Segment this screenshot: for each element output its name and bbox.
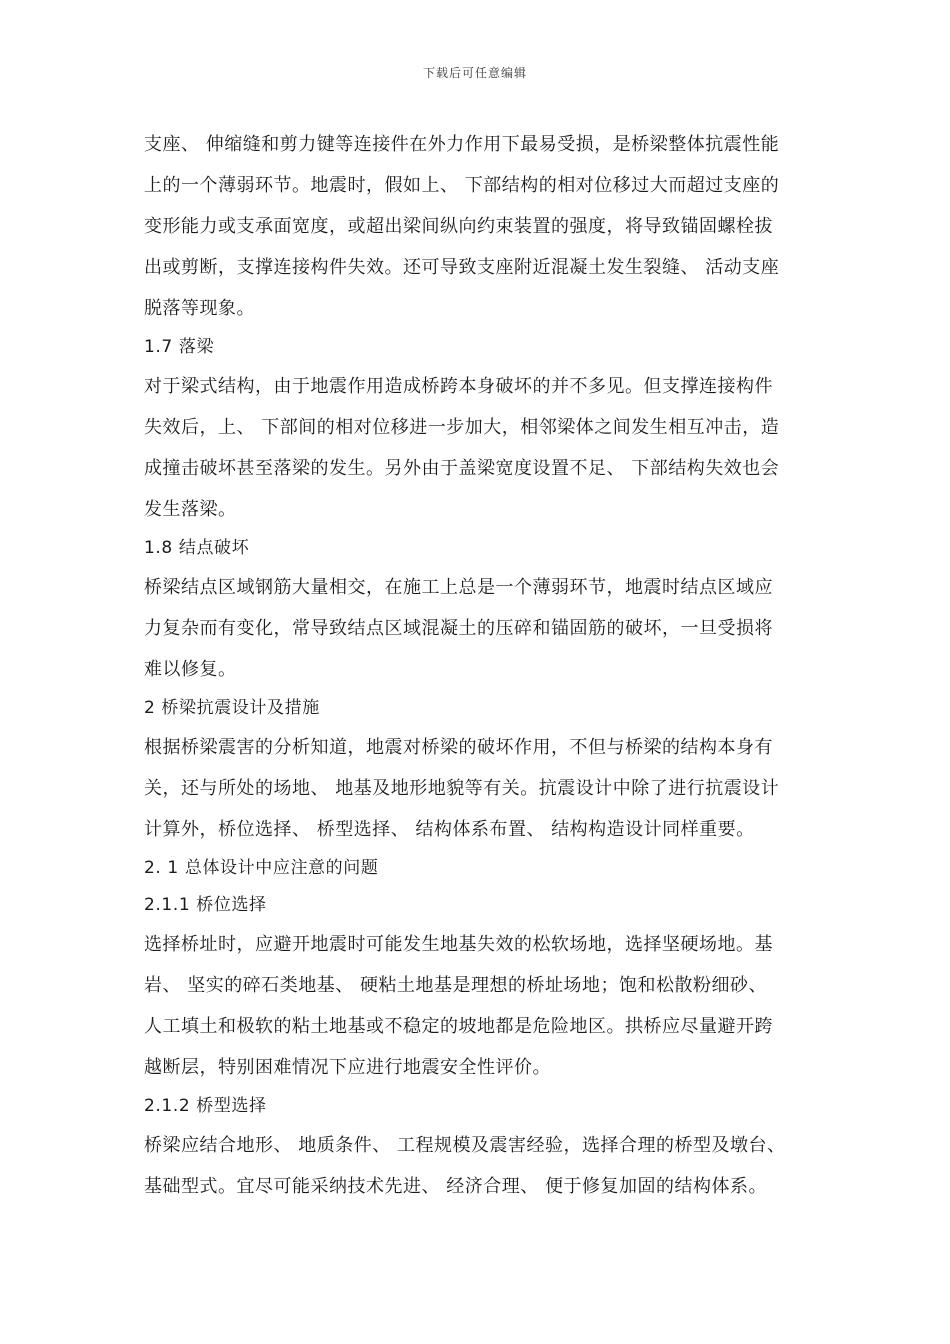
section-heading: 1.7 落梁 [144,337,215,357]
section-heading: 2. 1 总体设计中应注意的问题 [144,858,379,878]
paragraph-line: 基础型式。宜尽可能采纳技术先进、 经济合理、 便于修复加固的结构体系。 [144,1176,767,1197]
document-body [144,124,814,1207]
paragraph-line: 桥梁结点区域钢筋大量相交，在施工上总是一个薄弱环节，地震时结点区域应 [144,577,773,598]
paragraph-line: 岩、 坚实的碎石类地基、 硬粘土地基是理想的桥址场地；饱和松散粉细砂、 [144,975,767,996]
paragraph-line: 桥梁应结合地形、 地质条件、 工程规模及震害经验，选择合理的桥型及墩台、 [144,1135,786,1156]
paragraph-line: 变形能力或支承面宽度，或超出梁间纵向约束装置的强度，将导致锚固螺栓拔 [144,216,773,237]
paragraph-line: 失效后，上、 下部间的相对位移进一步加大，相邻梁体之间发生相互冲击，造 [144,417,780,438]
paragraph-line: 选择桥址时，应避开地震时可能发生地基失效的松软场地，选择坚硬场地。基 [144,934,773,955]
paragraph-line: 越断层，特别困难情况下应进行地震安全性评价。 [144,1057,551,1078]
paragraph-line: 关，还与所处的场地、 地基及地形地貌等有关。抗震设计中除了进行抗震设计 [144,778,780,799]
section-heading: 2.1.2 桥型选择 [144,1096,267,1116]
section-heading: 2 桥梁抗震设计及措施 [144,698,320,718]
paragraph-line: 根据桥梁震害的分析知道，地震对桥梁的破坏作用，不但与桥梁的结构本身有 [144,737,773,758]
section-heading: 1.8 结点破坏 [144,538,250,558]
paragraph-line: 支座、 伸缩缝和剪力键等连接件在外力作用下最易受损，是桥梁整体抗震性能 [144,134,780,155]
paragraph-line: 难以修复。 [144,659,237,680]
paragraph-line: 对于梁式结构，由于地震作用造成桥跨本身破坏的并不多见。但支撑连接构件 [144,376,773,397]
paragraph-line: 脱落等现象。 [144,298,255,319]
section-heading: 2.1.1 桥位选择 [144,895,267,915]
paragraph-line: 发生落梁。 [144,499,237,520]
paragraph-line: 成撞击破坏甚至落梁的发生。另外由于盖梁宽度设置不足、 下部结构失效也会 [144,458,780,479]
page-header: 下载后可任意编辑 [422,66,527,80]
paragraph-line: 上的一个薄弱环节。地震时，假如上、 下部结构的相对位移过大而超过支座的 [144,175,780,196]
paragraph-line: 力复杂而有变化，常导致结点区域混凝土的压碎和锚固筋的破坏，一旦受损将 [144,618,773,639]
paragraph-line: 人工填土和极软的粘土地基或不稳定的坡地都是危险地区。拱桥应尽量避开跨 [144,1016,773,1037]
paragraph-line: 出或剪断，支撑连接构件失效。还可导致支座附近混凝土发生裂缝、 活动支座 [144,257,780,278]
paragraph-line: 计算外，桥位选择、 桥型选择、 结构体系布置、 结构构造设计同样重要。 [144,819,755,840]
